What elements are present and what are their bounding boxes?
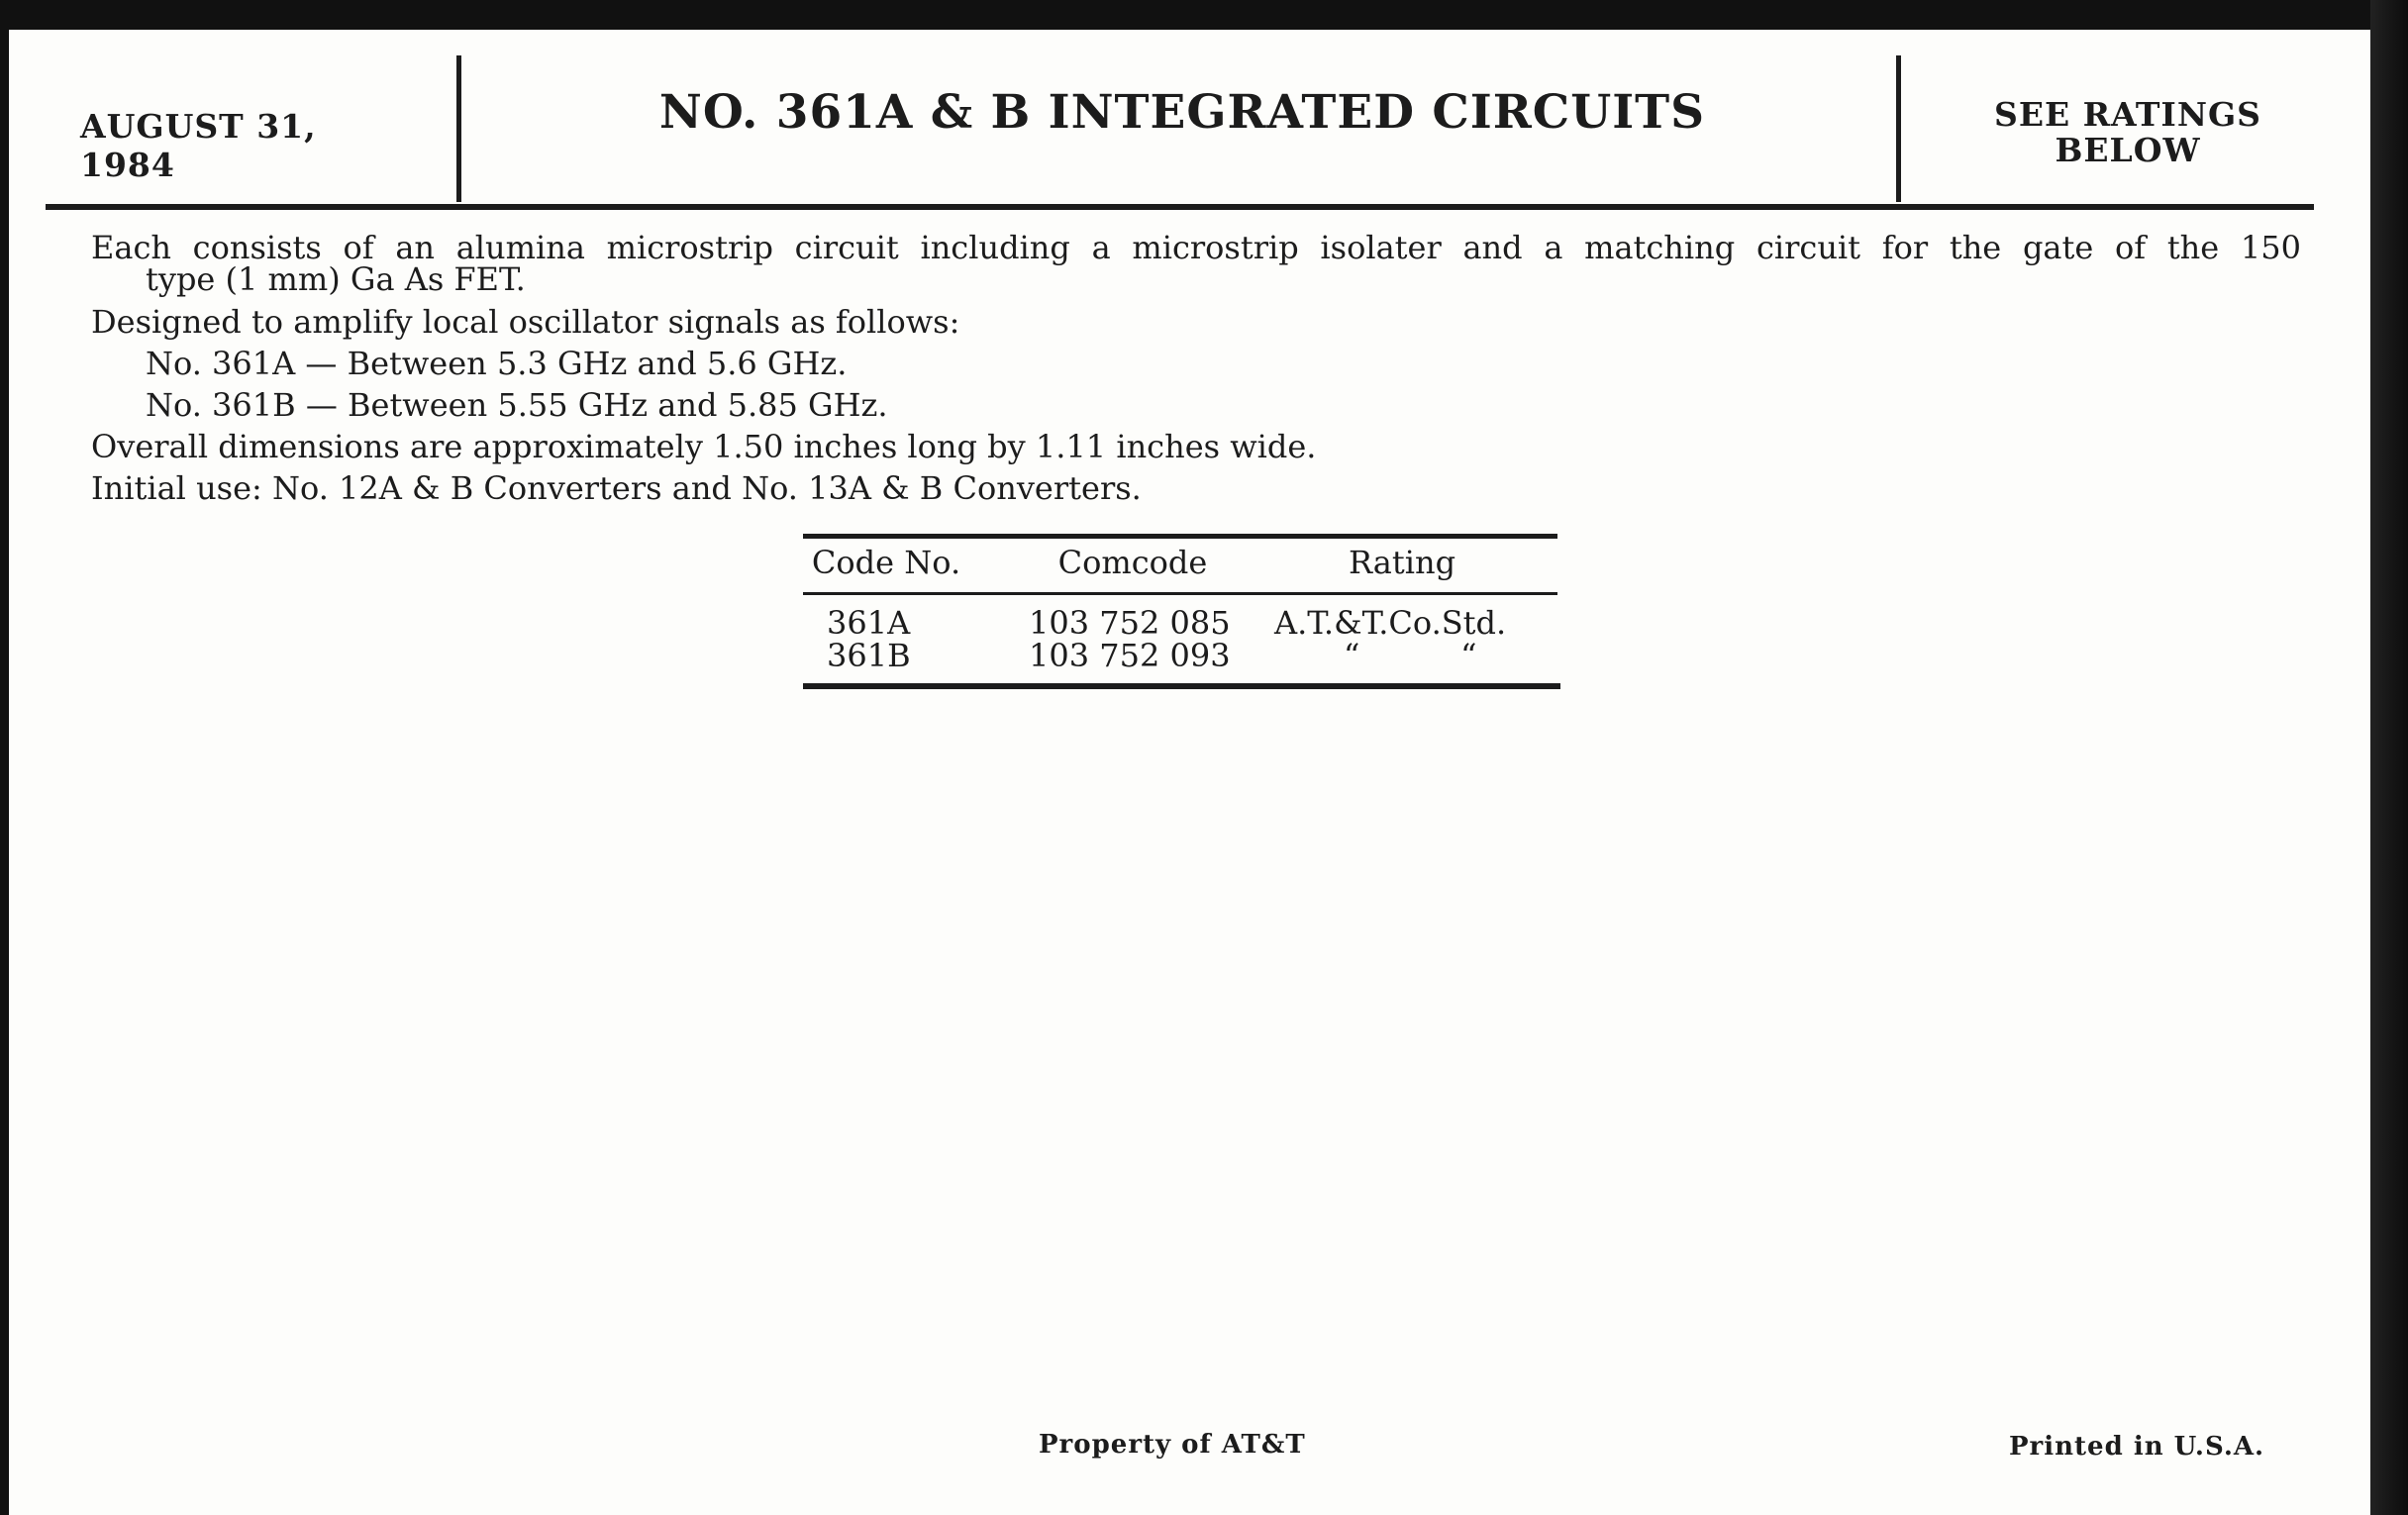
description-line2: type (1 mm) Ga As FET. (146, 260, 526, 298)
header-rule (46, 204, 2314, 210)
ratings-note (1915, 97, 2341, 168)
table-top-rule (803, 534, 1557, 539)
printed-notice: Printed in U.S.A. (2009, 1432, 2265, 1462)
ratings-note-line2: BELOW (2055, 131, 2201, 169)
document-card (9, 30, 2370, 1515)
description-line1: Each consists of an alumina microstrip circuit including a microstrip isolater and a matching circuit for the gate of the 150 (91, 229, 2301, 266)
scan-edge (2370, 0, 2408, 1515)
document-date: AUGUST 31, 1984 (80, 107, 317, 184)
document-title: NO. 361A & B INTEGRATED CIRCUITS (658, 85, 1706, 140)
dimensions: Overall dimensions are approximately 1.50 inches long by 1.11 inches wide. (91, 428, 1317, 465)
table-bottom-rule (803, 683, 1560, 689)
table-cell-comcode: 103 752 093 (1029, 637, 1231, 674)
table-header-rating: Rating (1348, 544, 1456, 581)
table-cell-code: 361A (827, 604, 911, 642)
table-cell-code: 361B (827, 637, 911, 674)
table-cell-rating: A.T.&T.Co.Std. (1274, 604, 1507, 642)
initial-use: Initial use: No. 12A & B Converters and No. 13A & B Converters. (91, 469, 1142, 507)
variant-361a: No. 361A — Between 5.3 GHz and 5.6 GHz. (146, 345, 848, 382)
table-header-comcode: Comcode (1057, 544, 1208, 581)
header-divider-right (1896, 55, 1901, 202)
design-purpose: Designed to amplify local oscillator signals as follows: (91, 303, 960, 341)
table-cell-rating: “ “ (1344, 637, 1477, 674)
ratings-note-line1: SEE RATINGS (1993, 95, 2262, 134)
property-notice: Property of AT&T (1039, 1430, 1306, 1460)
table-cell-comcode: 103 752 085 (1029, 604, 1231, 642)
variant-361b: No. 361B — Between 5.55 GHz and 5.85 GHz. (146, 386, 888, 424)
header-divider-left (456, 55, 461, 202)
table-header-rule (803, 592, 1557, 595)
table-header-code: Code No. (811, 544, 961, 581)
